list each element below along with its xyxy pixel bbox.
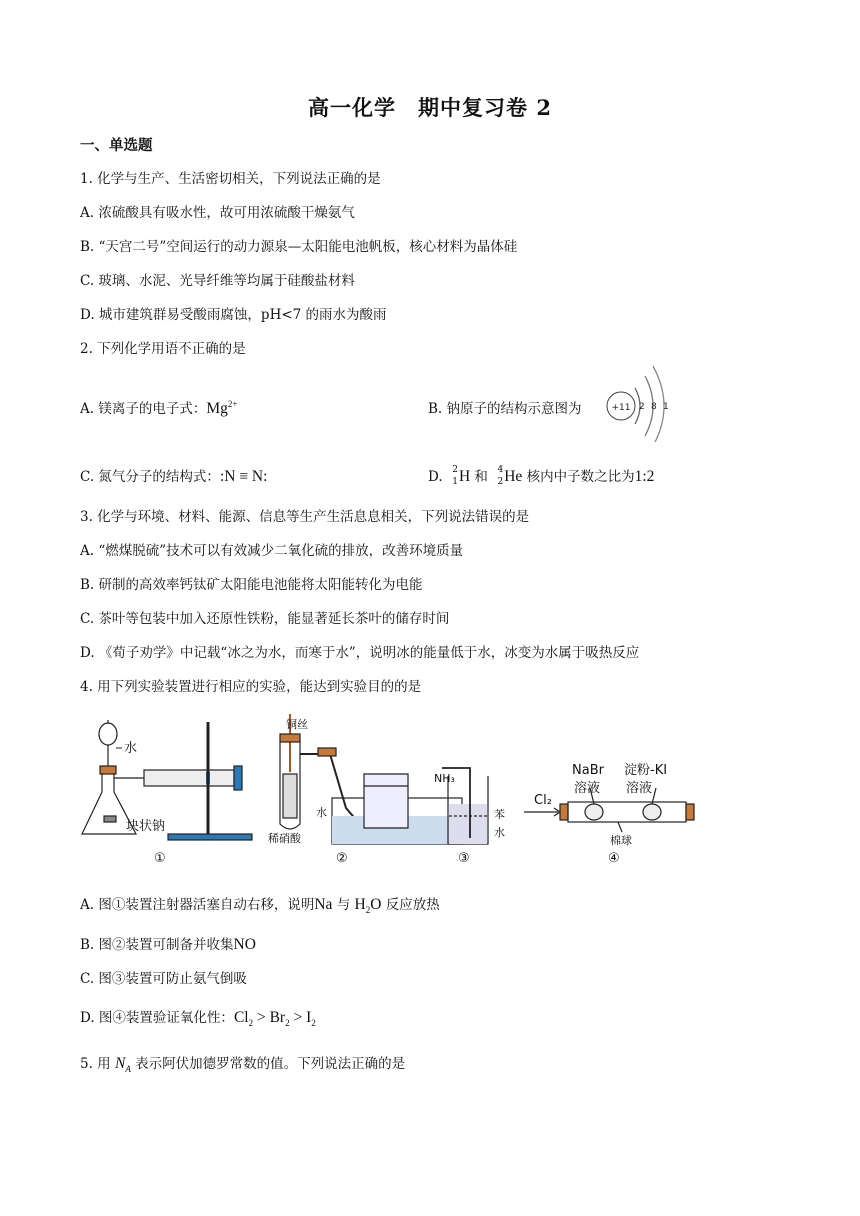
h2o-sub: 2 (365, 905, 371, 916)
q2-option-c (80, 465, 267, 486)
isotope-he (492, 467, 504, 485)
q2-d-suffix: 核内中子数之比为 (522, 469, 635, 485)
label-nabr: NaBr (572, 763, 604, 778)
neutron-ratio: 1:2 (634, 468, 655, 485)
q3-option-c: C. 茶叶等包装中加入还原性铁粉，能显著延长茶叶的储存时间 (80, 611, 450, 627)
i-sub: 2 (311, 1018, 316, 1029)
syringe-icon (144, 770, 234, 786)
q2-option-d (428, 465, 654, 486)
h2o-formula (354, 896, 382, 916)
h-symbol: H (458, 468, 471, 485)
label-cl2: Cl₂ (534, 793, 552, 808)
n2-structure: :N ≡ N: (219, 468, 268, 485)
mg-charge: 2+ (227, 398, 238, 409)
q5-prefix: 5. 用 (80, 1056, 115, 1072)
section-heading: 一、单选题 (80, 137, 153, 154)
cl-symbol: Cl (233, 1009, 249, 1026)
nucleus-label: +11 (611, 403, 631, 413)
label-hno3: 稀硝酸 (268, 832, 301, 845)
h-mass: 2 (452, 465, 458, 475)
q4-option-b (80, 933, 256, 954)
apparatus-1 (82, 720, 252, 840)
i-symbol: I (306, 1009, 312, 1026)
label-num-2: ② (336, 851, 348, 866)
label-copper: 铜丝 (286, 718, 308, 731)
isotope-h (447, 467, 459, 485)
h-atomic: 1 (452, 477, 458, 487)
label-water-2: 水 (316, 806, 327, 819)
q2-d-prefix: D. (428, 469, 447, 485)
apparatus-figure (78, 712, 718, 872)
avogadro-symbol (114, 1055, 131, 1075)
label-nh3: NH₃ (434, 772, 455, 785)
separatory-funnel-icon (99, 723, 117, 745)
q2-option-b (428, 397, 582, 417)
q2-option-a (80, 397, 237, 418)
q1-option-b: B. “天宫二号”空间运行的动力源泉—太阳能电池帆板，核心材料为晶体硅 (80, 239, 518, 255)
q3-stem: 3. 化学与环境、材料、能源、信息等生产生活息息相关，下列说法错误的是 (80, 509, 530, 525)
q4-option-c: C. 图③装置可防止氨气倒吸 (80, 971, 247, 987)
mg-ion-formula (206, 400, 237, 417)
label-water: 水 (124, 741, 138, 756)
label-cotton: 棉球 (610, 834, 632, 847)
cotton-ball-1 (585, 804, 603, 820)
oxidizing-order (233, 1009, 316, 1029)
q2-c-text: C. 氮气分子的结构式： (80, 469, 220, 485)
gt-2: > (289, 1009, 307, 1026)
q1-option-d: D. 城市建筑群易受酸雨腐蚀，pH<7 的雨水为酸雨 (80, 307, 387, 323)
q4-stem: 4. 用下列实验装置进行相应的实验，能达到实验目的的是 (80, 679, 422, 695)
page-title: 高一化学 期中复习卷 2 (308, 95, 552, 120)
label-water-3: 水 (494, 826, 505, 839)
label-num-3: ③ (458, 851, 470, 866)
q4-b-text: B. 图②装置可制备并收集 (80, 937, 234, 953)
q4-option-d (80, 1006, 316, 1028)
he-mass: 4 (497, 465, 504, 475)
cotton-ball-2 (643, 804, 661, 820)
h2o-h: H (354, 896, 366, 913)
br-sub: 2 (285, 1018, 290, 1029)
q4-option-a (80, 893, 440, 915)
label-benzene: 苯 (494, 808, 505, 821)
mg-symbol: Mg (206, 400, 228, 417)
na-symbol: Na (314, 896, 333, 913)
shell-count-3: 1 (663, 402, 669, 412)
stopper-icon (100, 766, 116, 774)
q3-option-a: A. “燃煤脱硫”技术可以有效减少二氧化硫的排放，改善环境质量 (80, 543, 464, 559)
shell-count-2: 8 (651, 402, 657, 412)
q4-a-text: A. 图①装置注射器活塞自动右移，说明 (80, 897, 315, 913)
q4-a-with: 与 (332, 897, 355, 913)
q2-stem: 2. 下列化学用语不正确的是 (80, 341, 246, 357)
no-formula: NO (233, 936, 256, 953)
q5-stem (80, 1052, 405, 1074)
q4-a-end: 反应放热 (381, 897, 440, 913)
label-sodium: 块状钠 (126, 819, 166, 834)
avogadro-a: A (125, 1064, 131, 1075)
sodium-block-icon (104, 816, 116, 822)
label-num-4: ④ (608, 851, 620, 866)
q1-option-c: C. 玻璃、水泥、光导纤维等均属于硅酸盐材料 (80, 273, 355, 289)
q1-stem: 1. 化学与生产、生活密切相关，下列说法正确的是 (80, 171, 381, 187)
q1-option-a: A. 浓硫酸具有吸水性，故可用浓硫酸干燥氨气 (80, 205, 355, 221)
label-num-1: ① (154, 851, 166, 866)
q2-a-text: A. 镁离子的电子式： (80, 401, 207, 417)
gt-1: > (253, 1009, 270, 1026)
sodium-atom-diagram (603, 362, 673, 442)
gas-collection-bottle (364, 774, 408, 828)
he-atomic: 2 (497, 477, 504, 487)
q3-option-b: B. 研制的高效率钙钛矿太阳能电池能将太阳能转化为电能 (80, 577, 423, 593)
shell-count-1: 2 (639, 402, 645, 412)
he-symbol: He (504, 468, 523, 485)
label-nabr-solution: 溶液 (574, 781, 601, 796)
h2o-o: O (370, 896, 382, 913)
q2-d-and: 和 (470, 469, 493, 485)
q5-suffix: 表示阿伏加德罗常数的值。下列说法正确的是 (130, 1056, 406, 1072)
stand-base (168, 834, 252, 840)
q2-b-text: B. 钠原子的结构示意图为 (428, 401, 582, 417)
br-symbol: Br (269, 1009, 286, 1026)
q3-option-d: D. 《荀子劝学》中记载“冰之为水，而寒于水”，说明冰的能量低于水，冰变为水属于吸热反应 (80, 645, 640, 661)
q4-d-text: D. 图④装置验证氧化性： (80, 1010, 234, 1026)
avogadro-n: N (114, 1055, 126, 1072)
label-ki: 淀粉-KI (624, 763, 668, 778)
label-ki-solution: 溶液 (626, 781, 653, 796)
cl-sub: 2 (248, 1018, 254, 1029)
